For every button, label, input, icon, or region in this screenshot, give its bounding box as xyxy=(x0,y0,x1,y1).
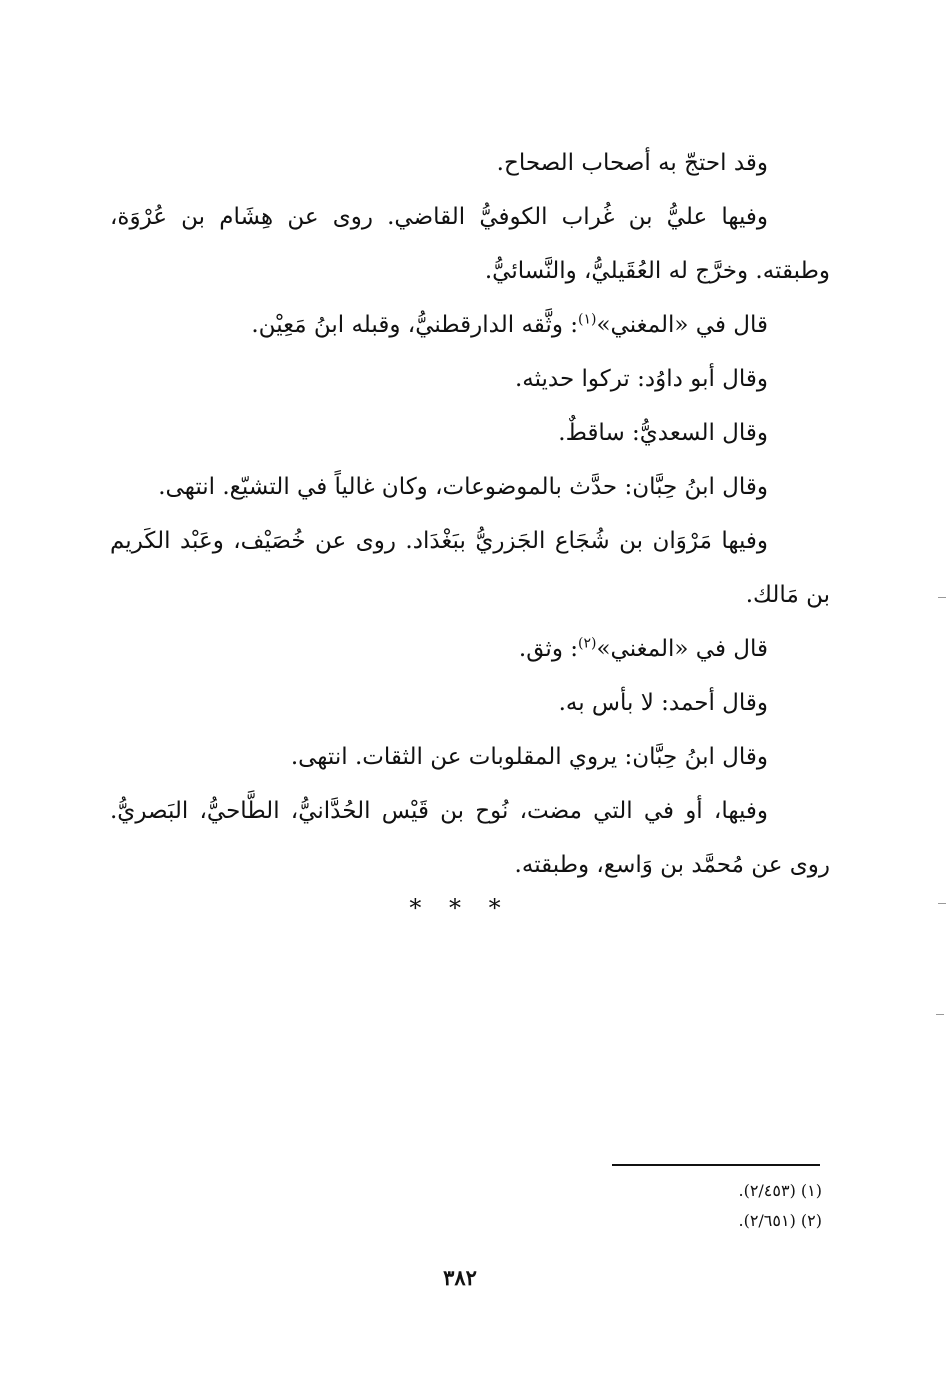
paragraph-text: وقد احتجّ به أصحاب الصحاح. xyxy=(496,150,768,176)
scan-edge-mark xyxy=(936,1014,944,1015)
paragraph xyxy=(110,460,830,514)
footnote-reference: (٢) xyxy=(577,635,597,652)
paragraph-text: وفيها مَرْوَان بن شُجَاع الجَزريُّ ببَغْدَاد. روى عن خُصَيْف، وعَبْد الكَريم بن مَالك. xyxy=(110,528,830,608)
paragraph-text: وفيها، أو في التي مضت، نُوح بن قَيْس الحُدَّانيُّ، الطَّاحيُّ، البَصريُّ. روى عن مُحمَّد بن وَاسع، وطبقته. xyxy=(110,798,830,878)
paragraph xyxy=(110,190,830,298)
paragraph xyxy=(110,514,830,622)
paragraph xyxy=(110,676,830,730)
footnote-reference: (١) xyxy=(577,311,597,328)
paragraph xyxy=(110,352,830,406)
body-text xyxy=(110,136,830,892)
paragraph xyxy=(110,622,830,676)
scan-edge-mark xyxy=(938,903,946,904)
paragraph-text: : وثق. xyxy=(518,636,578,662)
paragraph xyxy=(110,298,830,352)
footnotes xyxy=(612,1176,822,1236)
paragraph xyxy=(110,730,830,784)
paragraph-text: وقال أبو داوُد: تركوا حديثه. xyxy=(514,366,768,392)
section-separator: * * * xyxy=(409,894,511,922)
paragraph-text: قال في «المغني» xyxy=(596,312,768,338)
paragraph-text: وقال ابنُ حِبَّان: يروي المقلوبات عن الثقات. انتهى. xyxy=(290,744,768,770)
paragraph-text: وقال ابنُ حِبَّان: حدَّث بالموضوعات، وكان غالياً في التشيّع. انتهى. xyxy=(158,474,768,500)
paragraph-text: : وثَّقه الدارقطنيُّ، وقبله ابنُ مَعِيْن. xyxy=(251,312,578,338)
footnote-1: (١) (٢/٤٥٣). xyxy=(738,1181,822,1200)
paragraph xyxy=(110,784,830,892)
paragraph-text: وقال أحمد: لا بأس به. xyxy=(558,690,768,716)
page-number: ٣٨٢ xyxy=(443,1265,477,1290)
scan-edge-mark xyxy=(938,597,946,598)
paragraph-text: وقال السعديُّ: ساقطٌ. xyxy=(558,420,768,446)
paragraph xyxy=(110,406,830,460)
paragraph xyxy=(110,136,830,190)
footnote-2: (٢) (٢/٦٥١). xyxy=(738,1211,822,1230)
paragraph-text: وفيها عليُّ بن غُراب الكوفيُّ القاضي. روى عن هِشَام بن عُرْوَة، وطبقته. وخرَّج له العُقَيليُّ، والنَّسائيُّ. xyxy=(110,204,830,284)
footnote-divider xyxy=(612,1164,820,1166)
paragraph-text: قال في «المغني» xyxy=(596,636,768,662)
